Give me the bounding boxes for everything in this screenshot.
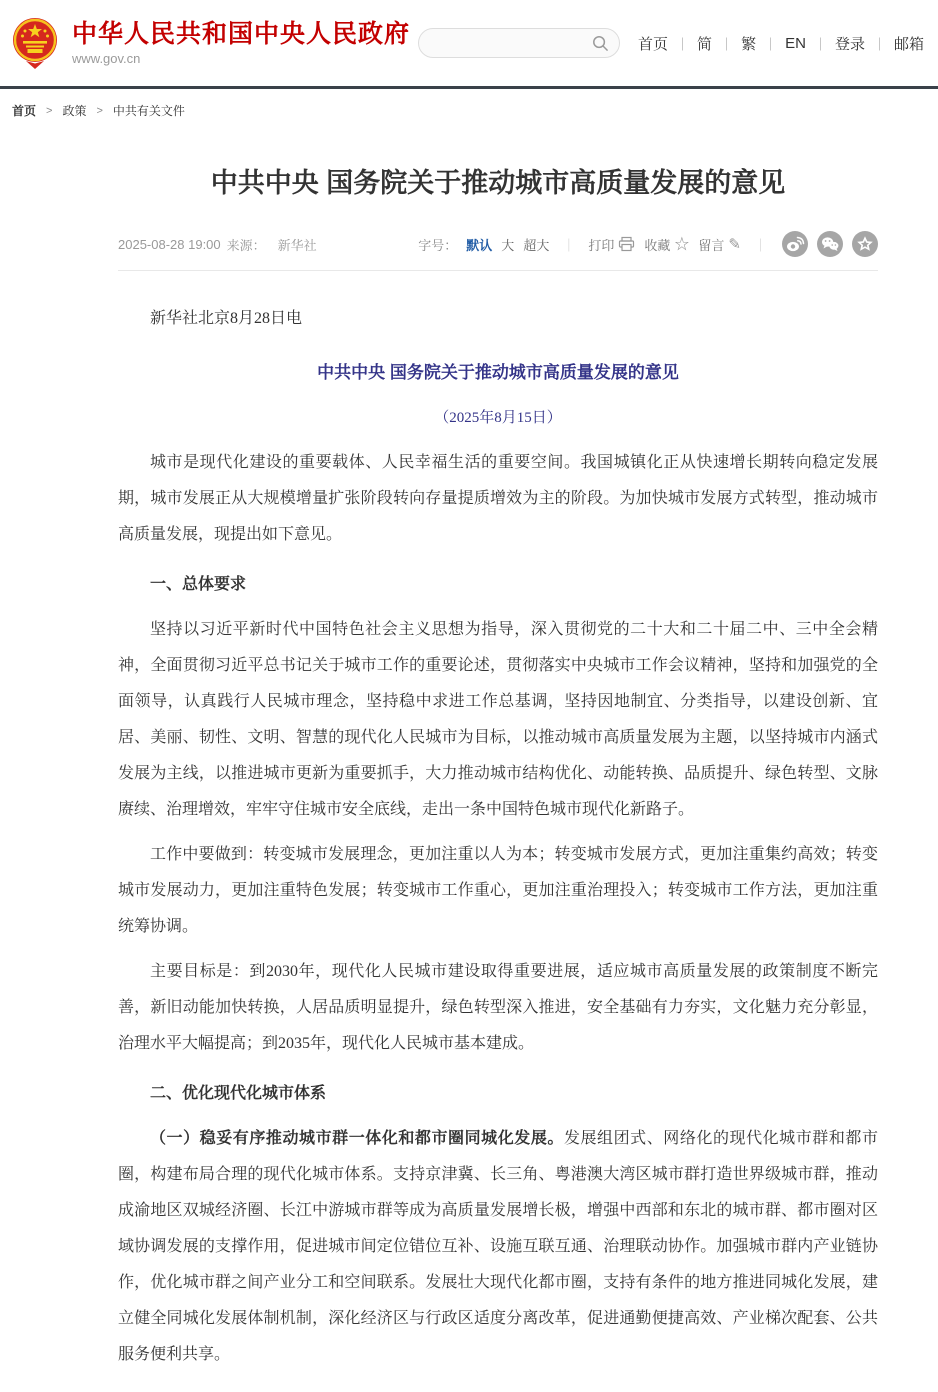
article-body	[118, 301, 878, 1392]
nav-separator: ｜	[872, 36, 886, 52]
document-date: （2025年8月15日）	[434, 410, 562, 426]
section-heading-2: 二、优化现代化城市体系	[150, 1085, 327, 1102]
document-title: 中共中央 国务院关于推动城市高质量发展的意见	[317, 363, 679, 382]
star-icon: ☆	[674, 235, 690, 253]
site-header	[0, 0, 938, 86]
breadcrumb-central-docs[interactable]: 中共有关文件	[112, 104, 185, 118]
pencil-icon: ✎	[728, 235, 741, 253]
search-box[interactable]	[418, 28, 620, 58]
paragraph-intro: 城市是现代化建设的重要载体、人民幸福生活的重要空间。我国城镇化正从快速增长期转向稳定发展期，城市发展正从大规模增量扩张阶段转向存量提质增效为主的阶段。为加快城市发展方式转型，推动城市高质量发展，现提出如下意见。	[118, 454, 878, 543]
meta-divider: ｜	[562, 237, 576, 253]
print-button[interactable]	[588, 235, 635, 254]
favorite-button[interactable]	[644, 235, 689, 254]
breadcrumb-home[interactable]: 首页	[12, 104, 37, 118]
nav-traditional[interactable]: 繁	[741, 35, 757, 53]
meta-divider: ｜	[753, 237, 767, 253]
publish-date: 2025-08-28 19:00	[118, 236, 221, 252]
page-title: 中共中央 国务院关于推动城市高质量发展的意见	[210, 168, 786, 198]
national-emblem-icon	[10, 16, 60, 70]
paragraph-city-clusters	[118, 1121, 878, 1373]
article-meta-right	[418, 231, 878, 257]
nav-login[interactable]: 登录	[834, 35, 865, 53]
nav-simplified[interactable]: 简	[697, 35, 713, 53]
font-size-xlarge-button[interactable]: 超大	[523, 237, 550, 253]
nav-english[interactable]: EN	[785, 34, 806, 52]
site-brand[interactable]	[10, 16, 410, 70]
article-meta-row	[118, 231, 878, 271]
wechat-icon[interactable]	[817, 231, 843, 257]
nav-separator: ｜	[764, 36, 778, 52]
source-label: 来源：	[226, 237, 266, 253]
nav-mailbox[interactable]: 邮箱	[893, 35, 924, 53]
font-size-label: 字号：	[418, 237, 458, 253]
breadcrumb-policy[interactable]: 政策	[62, 104, 87, 118]
paragraph-goals: 主要目标是：到2030年，现代化人民城市建设取得重要进展，适应城市高质量发展的政策制度不断完善，新旧动能加快转换，人居品质明显提升，绿色转型深入推进，安全基础有力夯实，文化魅力充分彰显，治理水平大幅提高；到2035年，现代化人民城市基本建成。	[118, 963, 878, 1052]
favorite-label: 收藏	[644, 237, 671, 253]
font-size-large-button[interactable]: 大	[501, 237, 515, 253]
search-icon[interactable]	[592, 35, 609, 52]
comment-button[interactable]	[698, 235, 741, 254]
article-meta-left	[118, 235, 317, 254]
nav-home[interactable]: 首页	[638, 35, 669, 53]
comment-label: 留言	[698, 237, 725, 253]
dateline: 新华社北京8月28日电	[150, 310, 303, 327]
source-value[interactable]: 新华社	[277, 237, 317, 253]
article-container	[118, 165, 878, 1392]
site-url: www.gov.cn	[72, 51, 141, 66]
search-input[interactable]	[419, 29, 619, 57]
nav-separator: ｜	[676, 36, 690, 52]
font-size-default-button[interactable]: 默认	[466, 237, 493, 253]
top-nav	[638, 33, 924, 54]
weibo-icon[interactable]	[782, 231, 808, 257]
breadcrumb-arrow-icon: >	[46, 104, 53, 117]
qzone-icon[interactable]	[852, 231, 878, 257]
nav-separator: ｜	[720, 36, 734, 52]
print-label: 打印	[588, 237, 615, 253]
printer-icon	[618, 236, 635, 252]
share-buttons	[782, 231, 878, 257]
paragraph-lead: （一）稳妥有序推动城市群一体化和都市圈同城化发展。	[150, 1130, 564, 1147]
section-heading-1: 一、总体要求	[150, 576, 247, 593]
paragraph-work: 工作中要做到：转变城市发展理念，更加注重以人为本；转变城市发展方式，更加注重集约高效；转变城市发展动力，更加注重特色发展；转变城市工作重心，更加注重治理投入；转变城市工作方法，更加注重统筹协调。	[118, 846, 878, 935]
site-title: 中华人民共和国中央人民政府	[72, 20, 411, 48]
breadcrumb	[0, 89, 938, 129]
paragraph-rest: 发展组团式、网络化的现代化城市群和都市圈，构建布局合理的现代化城市体系。支持京津冀、长三角、粤港澳大湾区城市群打造世界级城市群，推动成渝地区双城经济圈、长江中游城市群等成为高质量发展增长极，增强中西部和东北的城市群、都市圈对区域协调发展的支撑作用，促进城市间定位错位互补、设施互联互通、治理联动协作。加强城市群内产业链协作，优化城市群之间产业分工和空间联系。发展壮大现代化都市圈，支持有条件的地方推进同城化发展，建立健全同城化发展体制机制，深化经济区与行政区适度分离改革，促进通勤便捷高效、产业梯次配套、公共服务便利共享。	[118, 1130, 878, 1363]
paragraph-guiding: 坚持以习近平新时代中国特色社会主义思想为指导，深入贯彻党的二十大和二十届二中、三中全会精神，全面贯彻习近平总书记关于城市工作的重要论述，贯彻落实中央城市工作会议精神，坚持和加强党的全面领导，认真践行人民城市理念，坚持稳中求进工作总基调，坚持因地制宜、分类指导，以建设创新、宜居、美丽、韧性、文明、智慧的现代化人民城市为目标，以推动城市高质量发展为主题，以坚持城市内涵式发展为主线，以推进城市更新为重要抓手，大力推动城市结构优化、动能转换、品质提升、绿色转型、文脉赓续、治理增效，牢牢守住城市安全底线，走出一条中国特色城市现代化新路子。	[118, 621, 878, 818]
nav-separator: ｜	[813, 36, 827, 52]
breadcrumb-arrow-icon: >	[96, 104, 103, 117]
